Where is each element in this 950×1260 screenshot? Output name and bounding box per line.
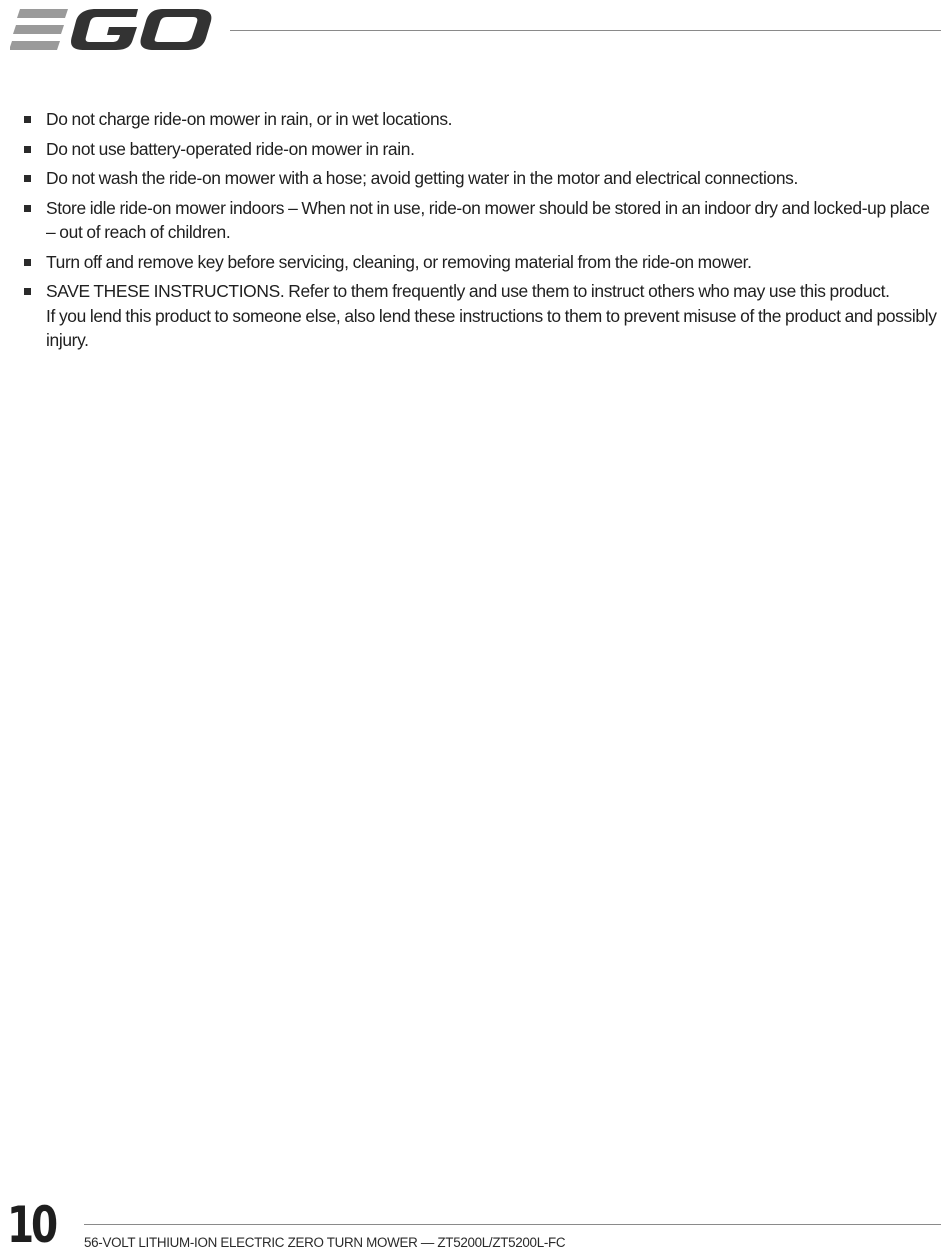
page-number: 10	[7, 1196, 56, 1254]
product-title: 56-VOLT LITHIUM-ION ELECTRIC ZERO TURN MOWER — ZT5200L/ZT5200L-FC	[84, 1235, 566, 1250]
list-item	[22, 107, 938, 132]
bullet-text: Turn off and remove key before servicing, cleaning, or removing material from the ride-on mower.	[46, 251, 752, 272]
bullet-text: Store idle ride-on mower indoors – When not in use, ride-on mower should be stored in an indoor dry and locked-up place – out of reach of children.	[46, 197, 930, 242]
bullet-text: Do not wash the ride-on mower with a hose; avoid getting water in the motor and electrical connections.	[46, 168, 798, 188]
square-bullet-icon	[24, 146, 31, 153]
square-bullet-icon	[24, 116, 31, 123]
safety-instructions	[22, 107, 938, 358]
bullet-text: SAVE THESE INSTRUCTIONS. Refer to them frequently and use them to instruct others who may use this product.	[46, 281, 890, 301]
bullet-text: Do not charge ride-on mower in rain, or in wet locations.	[46, 109, 453, 129]
square-bullet-icon	[24, 205, 31, 212]
ego-logo-graphic	[10, 8, 214, 52]
list-item	[22, 196, 938, 245]
page-header	[0, 0, 950, 60]
bullet-list	[22, 107, 938, 353]
page-footer	[0, 1195, 950, 1260]
list-item	[22, 137, 938, 162]
footer-divider	[84, 1224, 941, 1225]
header-divider	[230, 30, 941, 31]
square-bullet-icon	[24, 175, 31, 182]
square-bullet-icon	[24, 259, 31, 266]
list-item	[22, 279, 938, 353]
square-bullet-icon	[24, 288, 31, 295]
list-item	[22, 166, 938, 191]
bullet-text-continuation: If you lend this product to someone else, also lend these instructions to them to prevent misuse of the product and possibly injury.	[46, 305, 937, 350]
list-item	[22, 250, 938, 275]
bullet-text: Do not use battery-operated ride-on mower in rain.	[46, 138, 415, 159]
ego-logo	[10, 8, 214, 52]
